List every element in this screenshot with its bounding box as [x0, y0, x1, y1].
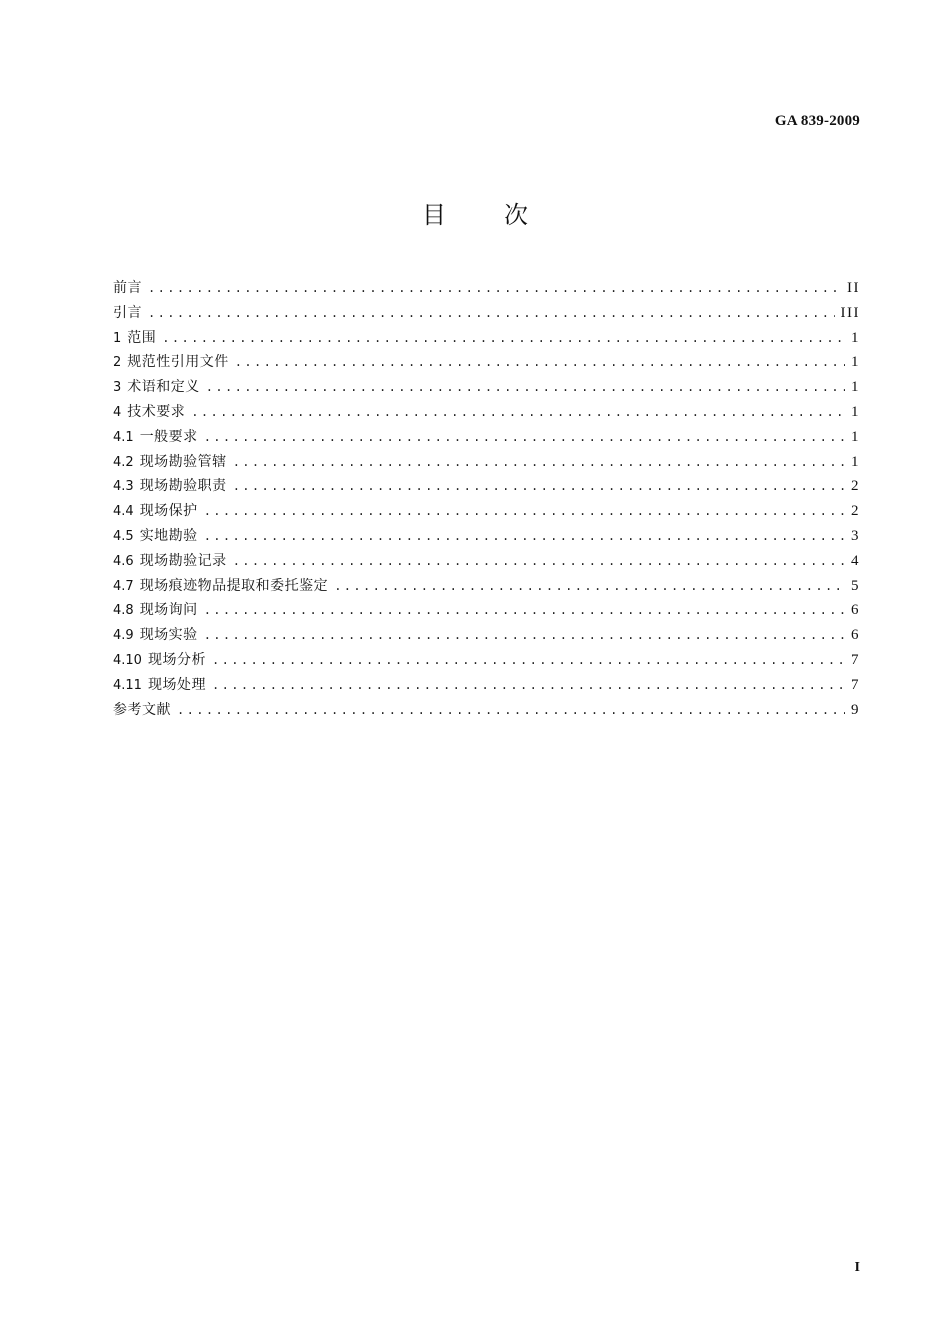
toc-entry-page: 9 [851, 701, 860, 718]
toc-entry-title: 技术要求 [127, 403, 186, 420]
toc-entry[interactable] [113, 450, 860, 475]
toc-entry-number: 4.7 [113, 578, 134, 594]
toc-entry-number: 4.1 [113, 429, 134, 445]
toc-entry-page: 2 [851, 503, 860, 520]
toc-entry-title: 现场分析 [147, 651, 206, 668]
toc-entry[interactable] [113, 400, 860, 425]
toc-entry-number: 1 [113, 330, 122, 346]
toc-entry-number: 4.4 [113, 504, 134, 520]
toc-entry-title: 参考文献 [113, 701, 171, 718]
toc-entry-title: 现场勘验记录 [139, 552, 227, 569]
toc-dot-leader [177, 698, 845, 723]
document-code: GA 839-2009 [774, 113, 860, 129]
toc-dot-leader [204, 425, 845, 450]
toc-entry-number: 2 [113, 355, 122, 371]
toc-entry-number: 4.6 [113, 553, 134, 569]
toc-entry[interactable] [113, 623, 860, 648]
toc-dot-leader [204, 623, 845, 648]
page-title: 目次 [422, 201, 586, 229]
toc-dot-leader [233, 450, 845, 475]
toc-entry-number: 4.3 [113, 479, 134, 495]
toc-entry-title: 现场处理 [147, 676, 206, 693]
toc-entry[interactable] [113, 673, 860, 698]
toc-entry-page: 1 [851, 329, 860, 346]
toc-entry-title: 引言 [113, 304, 142, 321]
toc-dot-leader [204, 598, 845, 623]
toc-entry-title: 现场询问 [139, 602, 198, 619]
toc-dot-leader [235, 350, 845, 375]
toc-entry-page: 5 [851, 577, 860, 594]
toc-entry[interactable] [113, 301, 860, 326]
toc-entry-page: II [847, 280, 860, 296]
toc-entry[interactable] [113, 350, 860, 375]
toc-dot-leader [162, 326, 845, 351]
toc-dot-leader [233, 549, 845, 574]
toc-entry[interactable] [113, 474, 860, 499]
toc-entry-title: 现场勘验职责 [139, 478, 227, 495]
toc-entry[interactable] [113, 648, 860, 673]
table-of-contents [113, 276, 860, 722]
toc-dot-leader [212, 673, 845, 698]
toc-entry-page: III [840, 304, 860, 321]
toc-entry-page: 2 [851, 478, 860, 495]
toc-entry[interactable] [113, 549, 860, 574]
toc-entry-title: 前言 [113, 280, 142, 296]
toc-dot-leader [212, 648, 845, 673]
toc-entry[interactable] [113, 499, 860, 524]
toc-dot-leader [233, 474, 845, 499]
toc-dot-leader [204, 524, 845, 549]
toc-dot-leader [204, 499, 845, 524]
toc-entry-page: 1 [851, 379, 860, 396]
toc-entry-page: 1 [851, 453, 860, 470]
toc-dot-leader [148, 276, 841, 301]
toc-entry[interactable] [113, 598, 860, 623]
toc-entry[interactable] [113, 574, 860, 599]
toc-entry-title: 规范性引用文件 [127, 354, 229, 371]
toc-entry-number: 3 [113, 380, 122, 396]
toc-entry[interactable] [113, 375, 860, 400]
toc-dot-leader [148, 301, 835, 326]
toc-entry-number: 4.10 [113, 652, 142, 668]
toc-entry-title: 现场痕迹物品提取和委托鉴定 [139, 577, 329, 594]
page-number: I [854, 1260, 860, 1275]
toc-dot-leader [334, 574, 845, 599]
toc-entry-title: 术语和定义 [127, 379, 200, 396]
toc-entry-title: 现场保护 [139, 503, 198, 520]
toc-entry-page: 6 [851, 627, 860, 644]
toc-entry-page: 7 [851, 651, 860, 668]
toc-entry-page: 3 [851, 527, 860, 544]
toc-entry-page: 1 [851, 403, 860, 420]
toc-entry-page: 6 [851, 602, 860, 619]
toc-entry[interactable] [113, 276, 860, 301]
toc-dot-leader [206, 375, 845, 400]
toc-entry-number: 4 [113, 404, 122, 420]
toc-entry-page: 1 [851, 354, 860, 371]
toc-entry-title: 范围 [127, 329, 157, 346]
toc-entry[interactable] [113, 698, 860, 723]
toc-entry[interactable] [113, 425, 860, 450]
toc-entry-page: 4 [851, 552, 860, 569]
toc-entry-number: 4.8 [113, 603, 134, 619]
toc-entry-page: 1 [851, 428, 860, 445]
toc-entry-number: 4.9 [113, 628, 134, 644]
toc-dot-leader [191, 400, 845, 425]
toc-entry-title: 现场实验 [139, 627, 198, 644]
toc-entry-number: 4.2 [113, 454, 134, 470]
toc-entry[interactable] [113, 326, 860, 351]
toc-entry[interactable] [113, 524, 860, 549]
toc-entry-title: 现场勘验管辖 [139, 453, 227, 470]
toc-entry-number: 4.11 [113, 677, 142, 693]
toc-entry-title: 一般要求 [139, 428, 198, 445]
toc-entry-number: 4.5 [113, 528, 134, 544]
toc-entry-title: 实地勘验 [139, 527, 198, 544]
toc-entry-page: 7 [851, 676, 860, 693]
